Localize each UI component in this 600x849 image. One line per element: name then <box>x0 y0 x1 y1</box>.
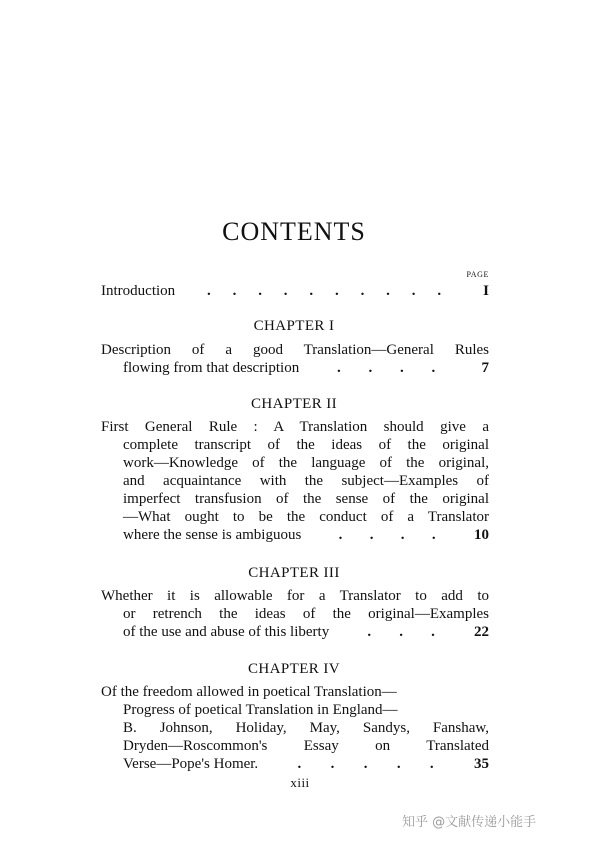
page-folio: xiii <box>290 775 310 790</box>
toc-entry-title: flowing from that description <box>123 360 300 376</box>
toc-entry-last-line <box>101 282 489 300</box>
watermark: 知乎 @文献传递小能手 <box>402 815 537 830</box>
toc-entry-chapter-3 <box>101 587 489 641</box>
toc-entry-chapter-1 <box>101 341 489 377</box>
chapter-heading: CHAPTER III <box>248 565 340 581</box>
toc-entry-title: Verse—Pope's Homer. <box>123 756 259 772</box>
page-column-label: PAGE <box>466 270 489 279</box>
chapter-heading: CHAPTER I <box>253 318 335 334</box>
toc-entry-title: where the sense is ambiguous <box>123 527 302 543</box>
toc-entry-last-line <box>101 623 489 641</box>
toc-entry-chapter-2 <box>101 418 489 544</box>
toc-entry-line: imperfect transfusion of the sense of the original <box>123 491 489 507</box>
toc-entry-last-line <box>101 526 489 544</box>
toc-entry-line: work—Knowledge of the language of the original, <box>123 455 489 471</box>
toc-page-number: 10 <box>474 527 489 543</box>
toc-entry-last-line <box>101 359 489 377</box>
toc-page-number: I <box>483 283 489 299</box>
toc-entry-title: Introduction <box>101 283 176 299</box>
chapter-heading: CHAPTER IV <box>248 661 340 677</box>
toc-entry-line: complete transcript of the ideas of the original <box>123 437 489 453</box>
chapter-heading: CHAPTER II <box>250 396 338 412</box>
dot-leader: . . . . . . . . . . <box>207 283 442 299</box>
toc-entry-introduction <box>101 282 489 300</box>
toc-page-number: 22 <box>474 624 489 640</box>
dot-leader: . . . . . <box>297 756 434 772</box>
toc-entry-last-line <box>101 755 489 773</box>
page-title: CONTENTS <box>222 217 366 246</box>
toc-entry-chapter-4 <box>101 683 489 773</box>
toc-page-number: 35 <box>474 756 489 772</box>
toc-entry-line: Description of a good Translation—General Rules <box>101 342 489 358</box>
toc-entry-line: B. Johnson, Holiday, May, Sandys, Fanshaw, <box>123 720 489 736</box>
toc-entry-line: Dryden—Roscommon's Essay on Translated <box>123 738 489 754</box>
toc-entry-line: and acquaintance with the subject—Examples of <box>123 473 489 489</box>
toc-entry-title: of the use and abuse of this liberty <box>123 624 330 640</box>
toc-entry-line: or retrench the ideas of the original—Examples <box>123 606 489 622</box>
toc-entry-line: —What ought to be the conduct of a Translator <box>123 509 489 525</box>
toc-entry-line: Whether it is allowable for a Translator to add to <box>101 588 489 604</box>
dot-leader: . . . <box>367 624 435 640</box>
toc-entry-line: Progress of poetical Translation in England— <box>123 702 398 718</box>
toc-page-number: 7 <box>481 360 489 376</box>
dot-leader: . . . . <box>338 527 436 543</box>
toc-entry-line: First General Rule : A Translation should give a <box>101 419 489 435</box>
toc-entry-line: Of the freedom allowed in poetical Translation— <box>101 684 397 700</box>
dot-leader: . . . . <box>336 360 436 376</box>
